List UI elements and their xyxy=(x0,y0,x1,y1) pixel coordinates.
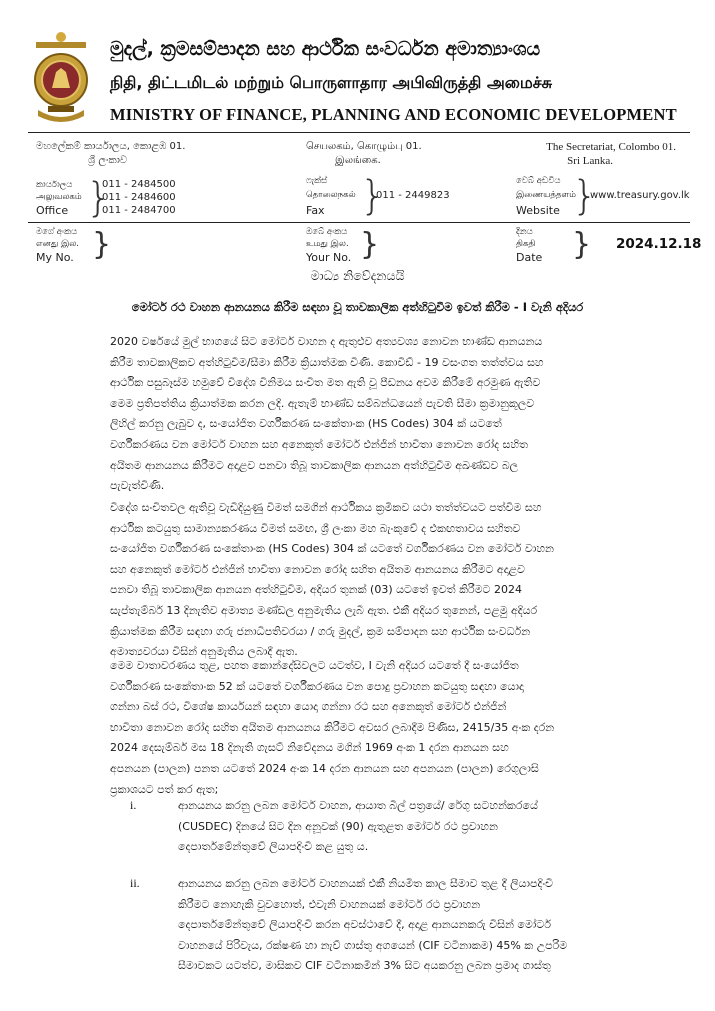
paragraph-line: ආර්ථික කටයුතු සාමාන්‍යකරණය වීමත් සමඟ, ශ්‍රී ලංකා මහ බැංකුවේ ද එකඟතාවය සහිතව xyxy=(110,521,521,535)
contact-divider xyxy=(28,222,690,223)
ministry-title-tamil: நிதி, திட்டமிடல் மற்றும் பொருளாதார அபிவிருத்தி அமைச்சு xyxy=(110,73,553,92)
address-english-line2: Sri Lanka. xyxy=(567,155,613,167)
paragraph-line: භාවිතා නොවන රෝද සහිත අයිතම ආනයනය කිරීමට අවසර ලබාදීම පිණිස, 2415/35 අංක දරන xyxy=(110,720,555,734)
paragraph-line: 2020 වර්ෂයේ මුල් භාගයේ සිට මෝටර් වාහන ද ඇතුළුව අත්‍යවශ්‍ය නොවන භාණ්ඩ ආනයනය xyxy=(110,335,543,348)
paragraph-line: පැවැත්විණි. xyxy=(110,479,165,493)
my-no-brace: } xyxy=(92,227,112,262)
fax-brace: } xyxy=(360,173,386,219)
website-label-tamil: இணையத்தளம் xyxy=(516,190,576,200)
date-brace: } xyxy=(572,227,592,262)
address-sinhala-line2: ශ්‍රී ලංකාව xyxy=(88,155,128,166)
your-no-label-english: Your No. xyxy=(306,251,352,264)
date-label-tamil: திகதி xyxy=(516,239,536,249)
list-item-line: වාහනයේ පිරිවැය, රක්ෂණ හා නැව් ගාස්තු අගයෙන් (CIF වටිනාකම) 45% ක උපරිම xyxy=(178,938,568,952)
paragraph-line: වර්ගීකරණ සංකේතාංක 52 ක් යටතේ වර්ගීකරණය වන පොදු ප්‍රවාහන කටයුතු සඳහා යොදා xyxy=(110,679,524,693)
paragraph-2 xyxy=(110,498,650,663)
website-link[interactable]: www.treasury.gov.lk xyxy=(590,190,690,201)
office-phone-2: 011 - 2484600 xyxy=(102,192,176,203)
list-item-line: දෙපාර්තමේන්තුවේ ලියාපදිංචි කරන අවස්ථාවේ දී, අදාළ ආනයනකරු විසින් මෝටර් xyxy=(178,918,551,932)
paragraph-line: අපනයන (පාලන) පනත යටතේ 2024 අංක 14 දරන ආනයන සහ අපනයන (පාලන) රෙගුලාසි xyxy=(110,761,539,775)
list-item-line: ආනයනය කරනු ලබන මෝටර් වාහනයක් එකී නියමිත කාල සීමාව තුළ දී ලියාපදිංචි xyxy=(178,877,554,890)
date-label-english: Date xyxy=(516,251,543,264)
office-phone-3: 011 - 2484700 xyxy=(102,205,176,216)
office-brace: } xyxy=(86,175,112,221)
paragraph-line: මෙම ප්‍රතිපත්තිය ක්‍රියාත්මක කරන ලදි. ඇතැම් භාණ්ඩ සම්බන්ධයෙන් පැවති සීමා ක්‍රමානුකූලව xyxy=(110,396,535,410)
address-tamil-line2: இலங்கை. xyxy=(335,155,381,166)
list-item-line: කිරීමට නොහැකි වුවහොත්, එවැනි වාහනයක් මෝටර් රථ ප්‍රවාහන xyxy=(178,897,481,911)
paragraph-line: ආර්ථික පසුබෑස්ම හමුවේ විදේශ විනිමය සංචිත මත ඇති වූ පීඩනය අවම කිරීමේ අරමුණ ඇතිව xyxy=(110,376,541,390)
paragraph-line: කිරීම තාවකාලිකව අත්හිටුවීම/සීමා කිරීම ක්‍රියාත්මක විණි. කොවිඩ් - 19 වසංගත තත්ත්වය සහ xyxy=(110,355,544,369)
address-tamil-line1: செயலகம், கொழும்பு 01. xyxy=(306,141,422,152)
date-label-sinhala: දිනය xyxy=(516,227,533,237)
paragraph-line: සැප්තැම්බර් 13 දිනැතිව අමාත්‍ය මණ්ඩල අනුමැතිය ලැබී ඇත. එකී අදියර තුනෙන්, පළමු අදියර xyxy=(110,603,538,617)
address-sinhala-line1: මහලේකම් කාර්යාලය, කොළඹ 01. xyxy=(36,141,186,152)
fax-label-sinhala: ෆැක්ස් xyxy=(306,176,328,186)
paragraph-line: වර්ගීකරණය වන මෝටර් වාහන සහ අනෙකුත් මෝටර් එන්ජින් භාවිතා නොවන රෝද සහිත xyxy=(110,437,528,451)
office-label-english: Office xyxy=(36,204,69,217)
list-item xyxy=(178,796,650,858)
office-label-tamil: அலுவலகம் xyxy=(36,192,82,202)
paragraph-1 xyxy=(110,332,650,497)
paragraph-line: 2024 දෙසැම්බර් මස 18 දිනැති ගැසට් නිවේදනය මගින් 1969 අංක 1 දරන ආනයන සහ xyxy=(110,741,509,755)
list-item-line: දෙපාර්තමේන්තුවේ ලියාපදිංචි කළ යුතු ය. xyxy=(178,840,369,854)
list-item xyxy=(178,874,650,977)
website-label-english: Website xyxy=(516,204,560,217)
government-emblem-icon xyxy=(30,28,92,128)
my-no-label-tamil: எனது இல. xyxy=(36,239,79,249)
paragraph-3 xyxy=(110,656,650,800)
fax-label-tamil: தொலைநகல் xyxy=(306,190,356,200)
header-divider xyxy=(28,132,690,133)
fax-label-english: Fax xyxy=(306,204,325,217)
your-no-label-sinhala: ඔබේ අංකය xyxy=(306,227,348,237)
paragraph-line: අමාත්‍යවරයා විසින් අනුමැතිය ලබාදී ඇත. xyxy=(110,645,298,659)
paragraph-line: විදේශ සංචිතවල ඇතිවූ වැඩිදියුණු වීමත් සමගින් ආර්ථිකය ක්‍රමිකව යථා තත්ත්වයට පත්වීම සහ xyxy=(110,501,542,514)
your-no-brace: } xyxy=(360,227,380,262)
fax-number: 011 - 2449823 xyxy=(376,190,450,201)
ministry-title-english: MINISTRY OF FINANCE, PLANNING AND ECONOMIC DEVELOPMENT xyxy=(110,105,677,124)
paragraph-line: ක්‍රියාත්මක කිරීම සඳහා ගරු ජනාධිපතිවරයා / ගරු මුදල්, ක්‍රම සම්පාදන සහ ආර්ථික සංවර්ධන xyxy=(110,624,531,638)
document-subject: මෝටර් රථ වාහන ආනයනය කිරීම සඳහා වූ තාවකාලික අත්හිටුවීම ඉවත් කිරීම - I වැනි අදියර xyxy=(131,300,584,314)
list-item-line: (CUSDEC) දිනයේ සිට දින අනූවක් (90) ඇතුළත මෝටර් රථ ප්‍රවාහන xyxy=(178,819,498,833)
list-item-line: ආනයනය කරනු ලබන මෝටර් වාහන, ආයාත බිල් පත්‍රයේ/ රේගු සටහන්කරයේ xyxy=(178,799,538,812)
my-no-label-sinhala: මගේ අංකය xyxy=(36,227,78,237)
paragraph-line: සංයෝජිත වර්ගීකරණ සංකේතාංක (HS Codes) 304 ක් යටතේ වර්ගීකරණය වන මෝටර් වාහන xyxy=(110,542,554,556)
website-label-sinhala: වෙබ් අඩවිය xyxy=(516,176,561,186)
list-item-number: ii. xyxy=(130,876,140,890)
document-heading: මාධ්‍ය නිවේදනයයි xyxy=(310,268,405,283)
paragraph-line: පනවා තිබූ තාවකාලික ආනයන අත්හිටුවීම, අදියර තුනක් (03) යටතේ ඉවත් කිරීමට 2024 xyxy=(110,583,522,597)
list-item-line: සීමාවකට යටත්ව, මාසිකව CIF වටිනාකමින් 3% සිට අයකරනු ලබන ප්‍රමාද ගාස්තු xyxy=(178,959,551,973)
document-date: 2024.12.18 xyxy=(616,236,702,252)
paragraph-line: සහ අනෙකුත් මෝටර් එන්ජින් භාවිතා නොවන රෝද සහිත අයිතම ආනයනය කිරීමට අදාළව xyxy=(110,562,525,576)
your-no-label-tamil: உமது இல. xyxy=(306,239,349,249)
office-phone-1: 011 - 2484500 xyxy=(102,179,176,190)
paragraph-line: ගන්නා බස් රථ, විශේෂ කාර්යයන් සඳහා යොදා ගන්නා රථ සහ අනෙකුත් මෝටර් එන්ජින් xyxy=(110,700,507,714)
ministry-title-sinhala: මුදල්, ක්‍රමසම්පාදන සහ ආර්ථික සංවර්ධන අමාත්‍යාංශය xyxy=(110,38,541,60)
my-no-label-english: My No. xyxy=(36,251,74,264)
paragraph-line: ලිහිල් කරනු ලැබුව ද, සංයෝජිත වර්ගීකරණ සංකේතාංක (HS Codes) 304 ක් යටතේ xyxy=(110,417,502,431)
paragraph-line: මෙම වාතාවරණය තුළ, පහත කොන්දේසිවලට යටත්ව, I වැනි අදියර යටතේ දී සංයෝජිත xyxy=(110,659,519,672)
website-brace: } xyxy=(572,173,598,219)
paragraph-line: ප්‍රකාශයට පත් කර ඇත; xyxy=(110,782,219,796)
list-item-number: i. xyxy=(130,798,137,812)
address-english-line1: The Secretariat, Colombo 01. xyxy=(546,141,676,153)
paragraph-line: අයිතම ආනයනය කිරීමට අදාළව පනවා තිබූ තාවකාලික ආනයන අත්හිටුවීම අඛණ්ඩව බල xyxy=(110,458,519,472)
office-label-sinhala: කාර්යාලය xyxy=(36,180,73,190)
